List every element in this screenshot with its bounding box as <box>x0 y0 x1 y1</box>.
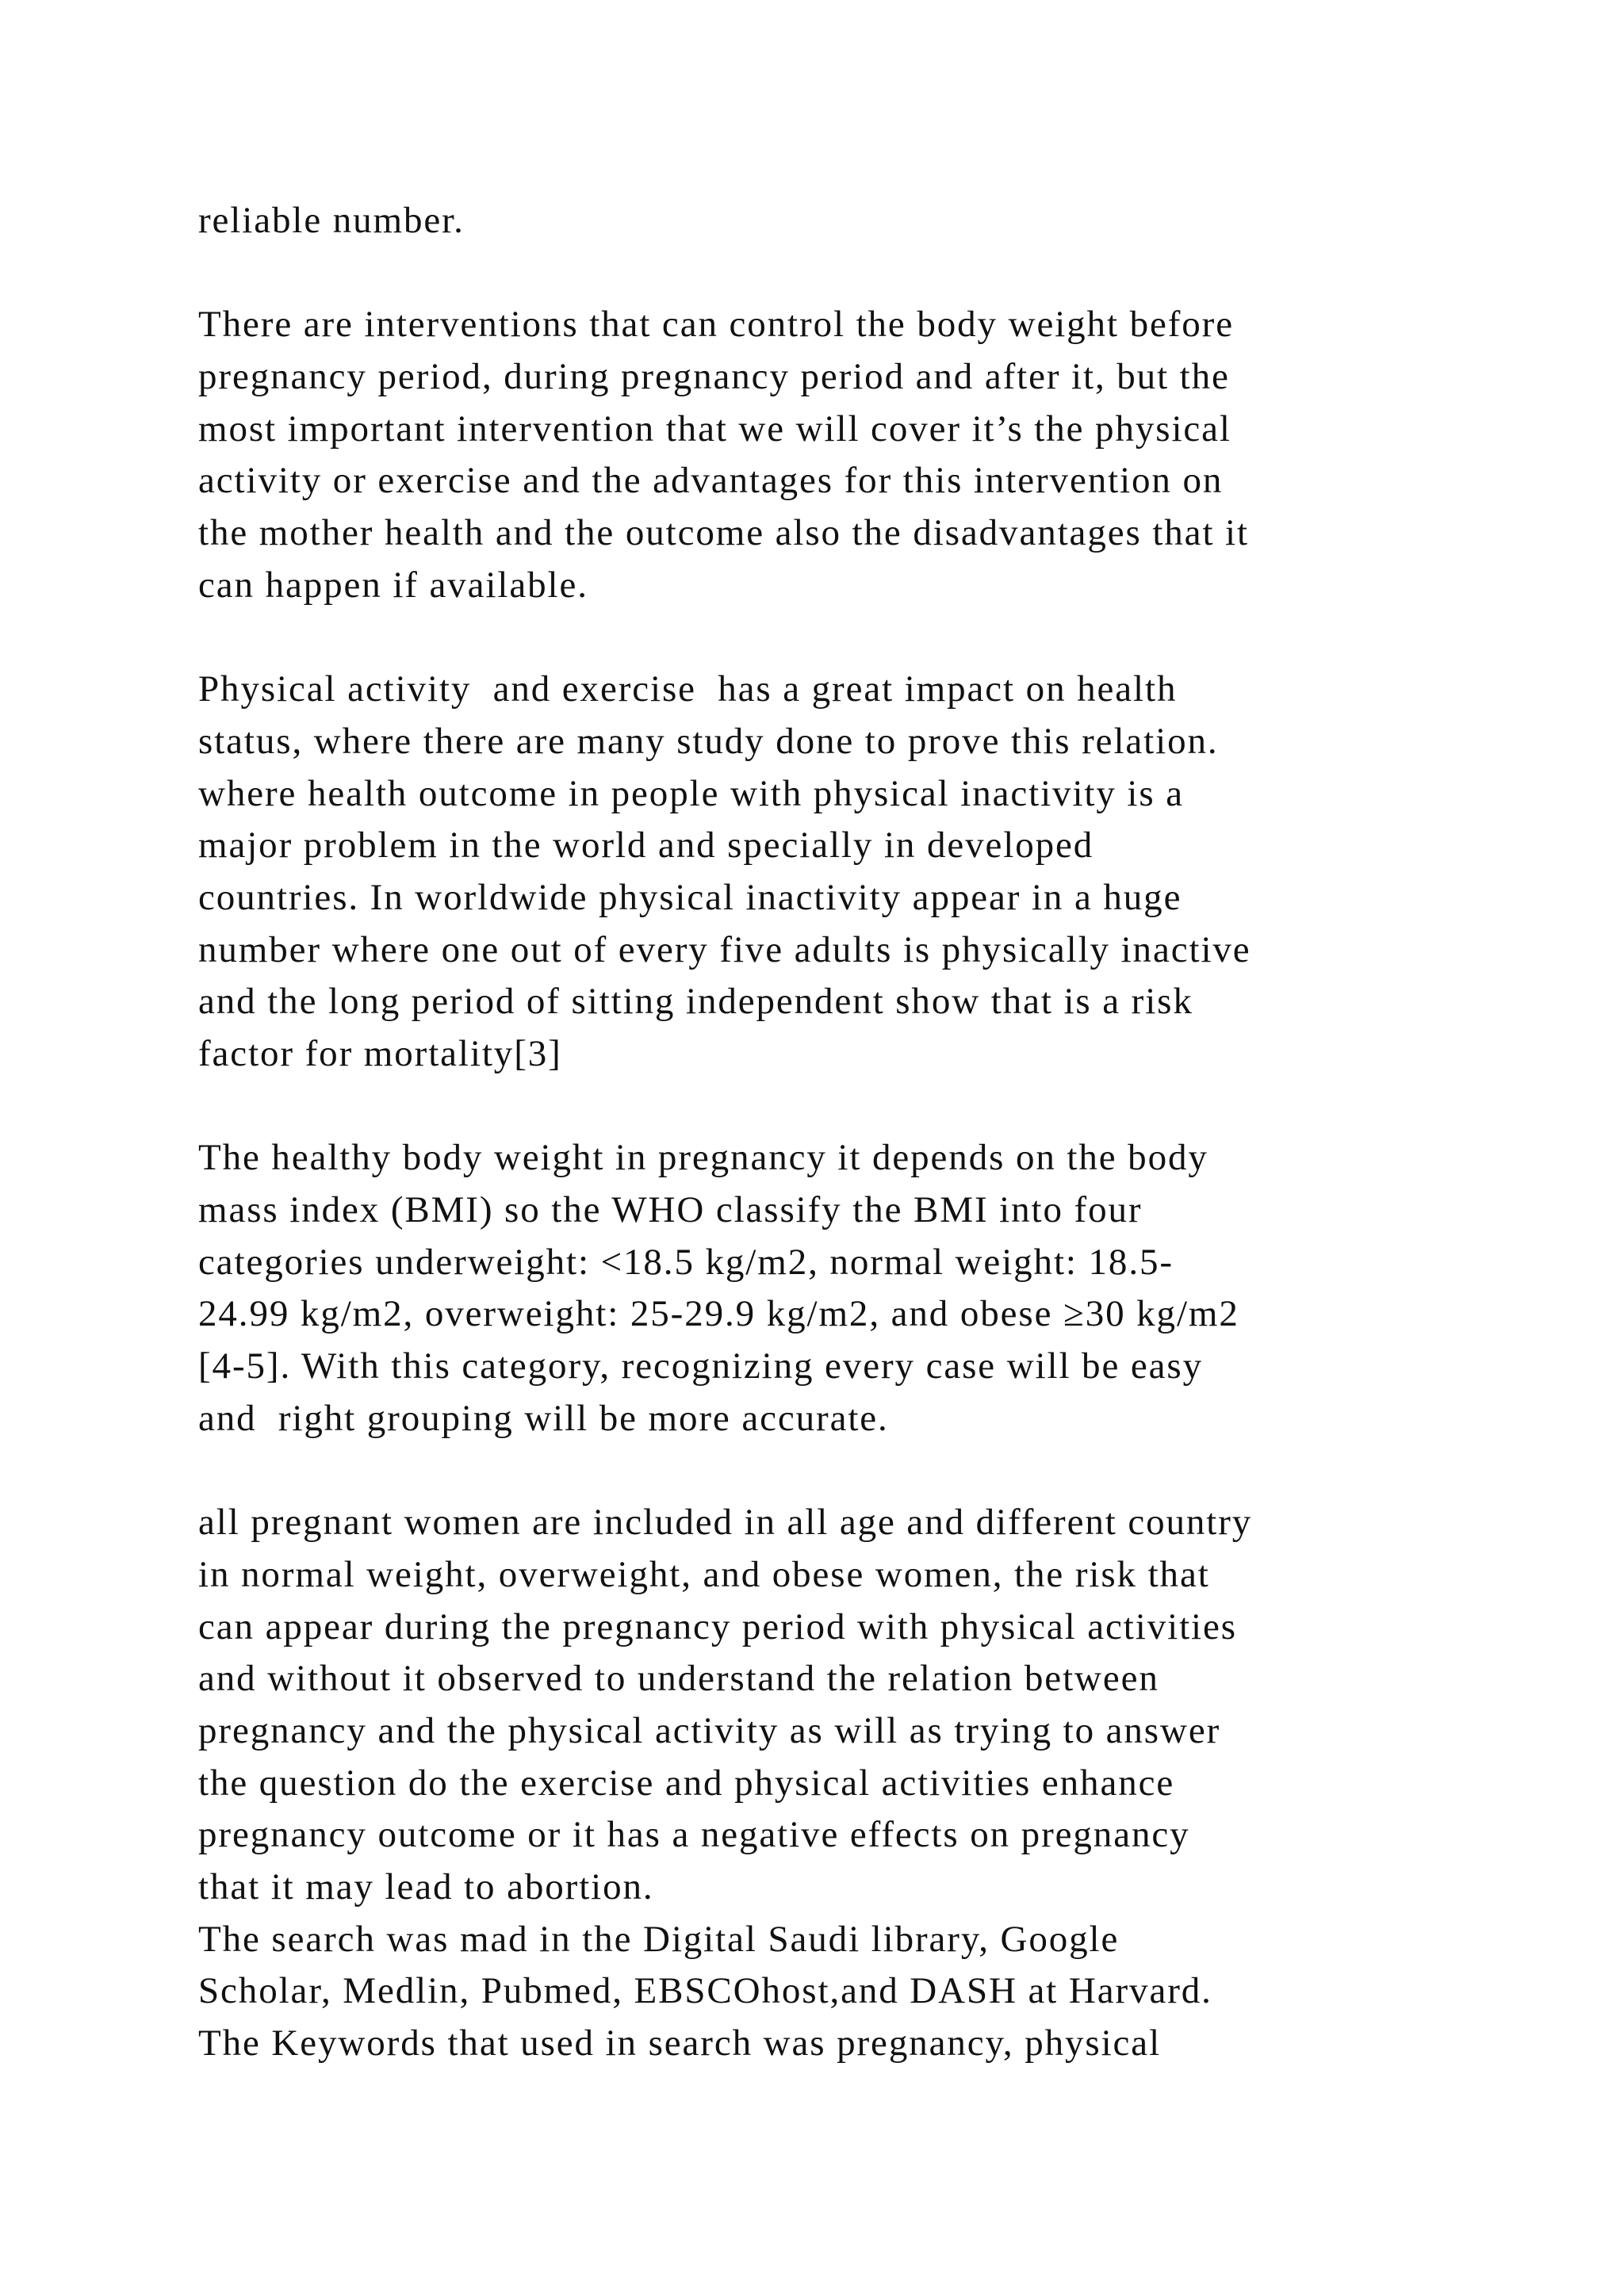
text-line: countries. In worldwide physical inactivity appear in a huge <box>198 876 1182 918</box>
text-line: and without it observed to understand the relation between <box>198 1658 1159 1700</box>
text-line: number where one out of every five adults is physically inactive <box>198 928 1251 970</box>
text-line: categories underweight: <18.5 kg/m2, normal weight: 18.5- <box>198 1241 1174 1283</box>
text-line: in normal weight, overweight, and obese women, the risk that <box>198 1553 1210 1595</box>
paragraph-gap <box>198 1445 1515 1498</box>
text-line: that it may lead to abortion. <box>198 1866 654 1908</box>
text-line: [4-5]. With this category, recognizing every case will be easy <box>198 1345 1203 1387</box>
text-line: The Keywords that used in search was pregnancy, physical <box>198 2022 1162 2064</box>
text-line: The healthy body weight in pregnancy it depends on the body <box>198 1137 1208 1179</box>
text-line: activity or exercise and the advantages for this intervention on <box>198 460 1224 502</box>
text-line: reliable number. <box>198 200 465 241</box>
text-line: the question do the exercise and physical activities enhance <box>198 1762 1175 1804</box>
text-line: status, where there are many study done to prove this relation. <box>198 720 1219 762</box>
text-line: most important intervention that we will cover it’s the physical <box>198 408 1231 450</box>
paragraph-gap <box>198 612 1515 664</box>
text-line: There are interventions that can control the body weight before <box>198 304 1234 346</box>
text-line: and the long period of sitting independent show that is a risk <box>198 981 1193 1023</box>
text-line: can appear during the pregnancy period with physical activities <box>198 1605 1237 1647</box>
text-line: Scholar, Medlin, Pubmed, EBSCOhost,and DASH at Harvard. <box>198 1970 1212 2012</box>
paragraph-gap <box>198 247 1515 300</box>
paragraph-gap <box>198 1081 1515 1133</box>
text-line: The search was mad in the Digital Saudi library, Google <box>198 1918 1120 1960</box>
text-line: 24.99 kg/m2, overweight: 25-29.9 kg/m2, and obese ≥30 kg/m2 <box>198 1293 1239 1335</box>
text-line: major problem in the world and specially in developed <box>198 825 1094 867</box>
text-line: factor for mortality[3] <box>198 1033 562 1074</box>
text-line: pregnancy period, during pregnancy period and after it, but the <box>198 356 1230 398</box>
text-line: and right grouping will be more accurate. <box>198 1397 889 1439</box>
text-line: the mother health and the outcome also the disadvantages that it <box>198 512 1249 554</box>
text-line: pregnancy and the physical activity as will as trying to answer <box>198 1709 1221 1751</box>
text-line: where health outcome in people with physical inactivity is a <box>198 772 1184 814</box>
document-body <box>198 195 1515 2070</box>
text-line: pregnancy outcome or it has a negative effects on pregnancy <box>198 1814 1190 1856</box>
text-line: all pregnant women are included in all age and different country <box>198 1502 1253 1544</box>
text-line: can happen if available. <box>198 564 588 606</box>
text-line: mass index (BMI) so the WHO classify the BMI into four <box>198 1189 1143 1231</box>
text-line: Physical activity and exercise has a great impact on health <box>198 668 1178 710</box>
